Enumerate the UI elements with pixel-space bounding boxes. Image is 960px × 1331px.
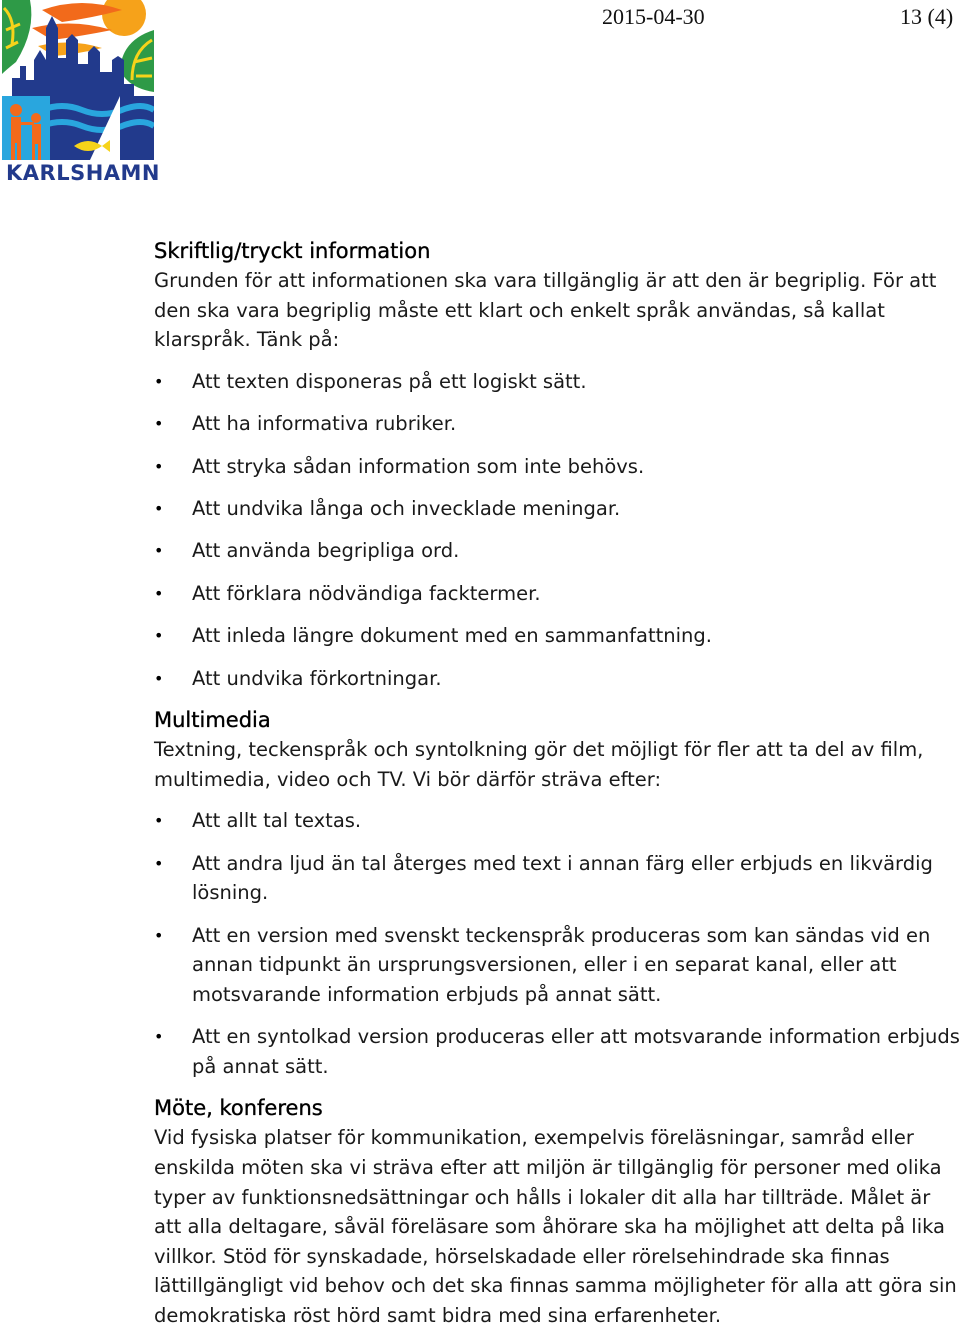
list-item-text: Att en version med svenskt teckenspråk produceras som kan sändas vid en annan tidpunkt än ursprungsversionen, eller i en separat kanal, eller att motsvarande information erbjuds på annat sätt. [192,923,931,1006]
list-item-text: Att en syntolkad version produceras eller att motsvarande information erbjuds på annat sätt. [192,1025,960,1078]
list-item [154,579,960,609]
list-item [154,367,960,397]
bullet-icon: • [154,853,164,873]
list-item-text: Att inleda längre dokument med en sammanfattning. [192,624,712,648]
section-heading: Möte, konferens [154,1096,323,1121]
list-item [154,536,960,566]
section-intro: Grunden för att informationen ska vara tillgänglig är att den är begriplig. För att den ska vara begriplig måste ett klart och enkelt språk användas, så kallat klarspråk. Tänk på: [154,269,937,352]
list-item [154,494,960,524]
section-heading: Skriftlig/tryckt information [154,239,431,263]
section-intro: Textning, teckenspråk och syntolkning gör det möjligt för fler att ta del av film, multimedia, video och TV. Vi bör därför sträva efter: [154,738,924,791]
list-item [154,621,960,651]
list-item [154,409,960,439]
bullet-icon: • [154,498,164,518]
bullet-icon: • [154,414,164,434]
list-item-text: Att allt tal textas. [192,809,362,833]
list-item [154,664,960,694]
list-item [154,452,960,482]
bullet-icon: • [154,626,164,646]
bullet-icon: • [154,371,164,391]
section-intro: Vid fysiska platser för kommunikation, exempelvis föreläsningar, samråd eller enskilda möten ska vi sträva efter att miljön är tillgänglig för personer med olika typer av funktionsnedsättningar och hålls i lokaler dit alla har tillträde. Målet är att alla deltagare, såväl föreläsare som åhörare ska ha möjlighet att delta på lika villkor. Stöd för synskadade, hörselskadade eller rörelsehindrade ska finnas lättillgängligt vid behov och det ska finnas samma möjligheter för alla att göra sin demokratiska röst hörd samt bidra med sina erfarenheter. [154,1126,957,1327]
bullet-icon: • [154,1027,164,1047]
list-item [154,849,960,908]
bullet-list [154,806,960,1081]
bullet-icon: • [154,456,164,476]
list-item-text: Att undvika långa och invecklade meningar. [192,496,621,520]
list-item [154,806,960,836]
list-item-text: Att texten disponeras på ett logiskt sätt. [192,369,587,393]
list-item [154,921,960,1010]
bullet-icon: • [154,925,164,945]
list-item-text: Att använda begripliga ord. [192,539,460,563]
bullet-icon: • [154,541,164,561]
list-item-text: Att andra ljud än tal återges med text i annan färg eller erbjuds en likvärdig lösning. [192,851,933,905]
document-body [154,236,960,1331]
list-item-text: Att förklara nödvändiga facktermer. [192,581,541,605]
list-item [154,1022,960,1081]
page-number: 13 (4) [900,4,954,29]
karlshamn-logo [2,0,161,190]
section-written-information [154,236,960,693]
list-item-text: Att stryka sådan information som inte behövs. [192,454,645,478]
bullet-list [154,367,960,693]
bullet-icon: • [154,583,164,603]
section-meeting-conference [154,1093,960,1330]
document-date: 2015-04-30 [602,4,705,29]
list-item-text: Att ha informativa rubriker. [192,412,457,436]
bullet-icon: • [154,811,164,831]
bullet-icon: • [154,668,164,688]
section-multimedia [154,705,960,1081]
section-heading: Multimedia [154,708,271,733]
list-item-text: Att undvika förkortningar. [192,666,442,690]
logo-wordmark: KARLSHAMN [6,161,161,185]
